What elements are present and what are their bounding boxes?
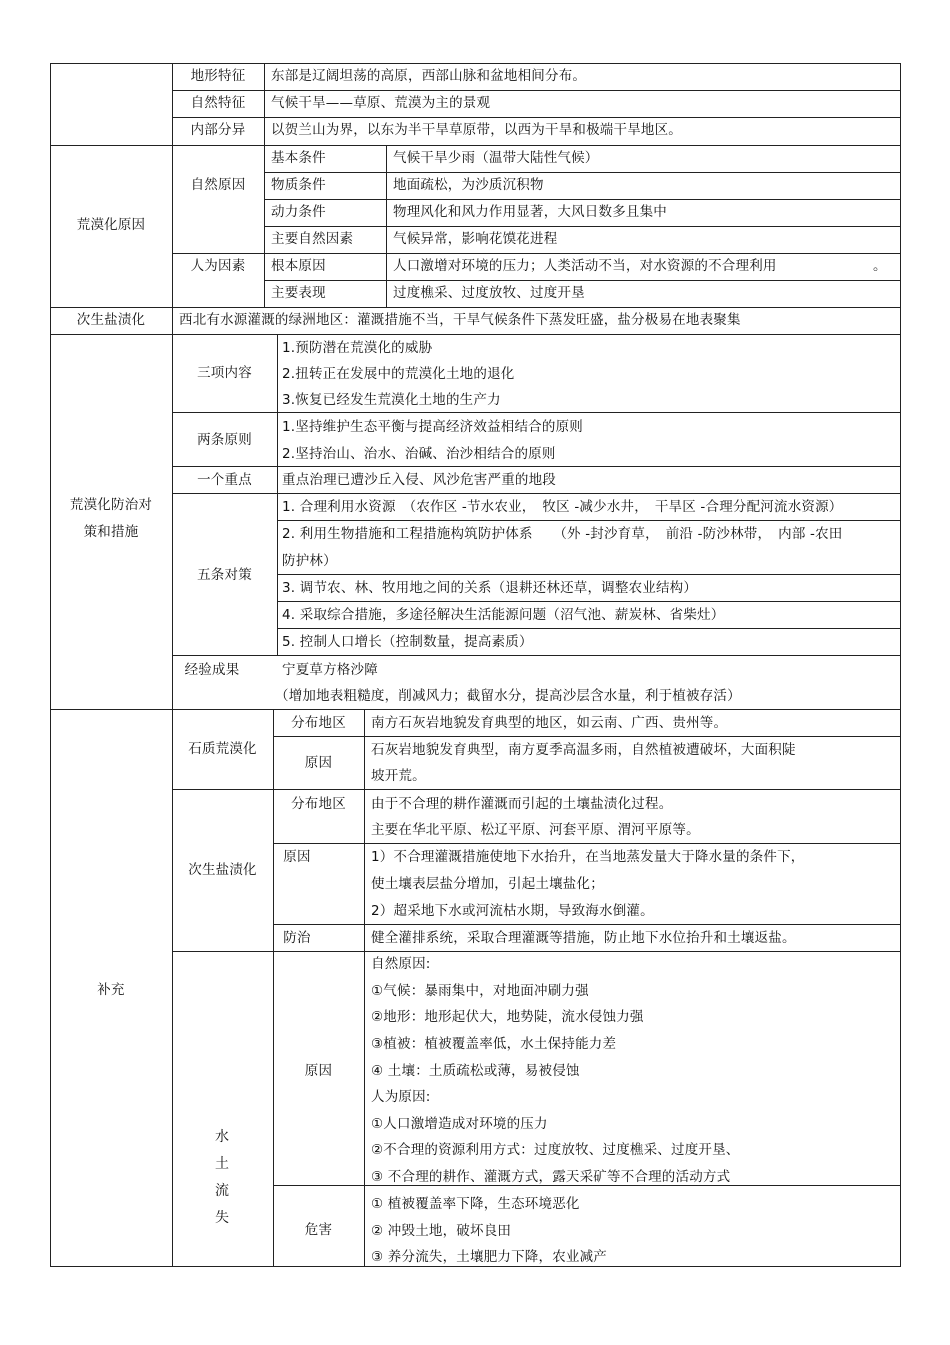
basic-condition-content: 气候干旱少雨（温带大陆性气候） bbox=[393, 150, 599, 166]
internal-content: 以贺兰山为界，以东为半干旱草原带，以西为干旱和极端干旱地区。 bbox=[271, 122, 682, 138]
table-rule bbox=[264, 199, 901, 200]
erosion-harm-item: ① 植被覆盖率下降，生态环境恶化 bbox=[371, 1196, 580, 1212]
five-measures-item: 1. 合理利用水资源 （农作区 -节水农业， 牧区 -减少水井， 干旱区 -合理分配河流水资源） bbox=[282, 499, 843, 515]
terrain-label: 地形特征 bbox=[190, 68, 246, 84]
table-rule bbox=[273, 843, 901, 844]
table-rule bbox=[264, 63, 265, 145]
table-rule bbox=[386, 145, 387, 307]
measures-title-line1: 荒漠化防治对 bbox=[69, 497, 153, 513]
table-rule bbox=[264, 226, 901, 227]
table-rule bbox=[277, 520, 901, 521]
erosion-cause-item: 自然原因: bbox=[371, 956, 431, 972]
root-cause-trail: 。 bbox=[873, 258, 887, 274]
secondary-prevent-content: 健全灌排系统，采取合理灌溉等措施，防止地下水位抬升和土壤返盐。 bbox=[371, 930, 796, 946]
secondary-prevent-label: 防治 bbox=[283, 930, 311, 946]
erosion-cause-item: ④ 土壤：土质疏松或薄，易被侵蚀 bbox=[371, 1063, 580, 1079]
erosion-cause-label: 原因 bbox=[304, 1063, 333, 1079]
main-manifestation-label: 主要表现 bbox=[271, 285, 326, 301]
main-natural-factor-content: 气候异常，影响花馍花进程 bbox=[393, 231, 558, 247]
table-rule bbox=[172, 493, 901, 494]
table-rule bbox=[172, 709, 173, 1266]
table-rule bbox=[172, 90, 901, 91]
table-rule bbox=[172, 412, 901, 413]
material-condition-label: 物质条件 bbox=[271, 177, 326, 193]
erosion-cause-item: ③植被：植被覆盖率低，水土保持能力差 bbox=[371, 1036, 617, 1052]
nature-label: 自然特征 bbox=[190, 95, 246, 111]
erosion-harm-item: ③ 养分流失，土壤肥力下降，农业减产 bbox=[371, 1249, 607, 1265]
table-border-right bbox=[900, 63, 901, 1267]
human-factors-label: 人为因素 bbox=[190, 258, 246, 274]
basic-condition-label: 基本条件 bbox=[271, 150, 326, 166]
erosion-harm-item: ② 冲毁土地，破坏良田 bbox=[371, 1223, 512, 1239]
causes-title: 荒漠化原因 bbox=[76, 217, 146, 233]
five-measures-item: 3. 调节农、林、牧用地之间的关系（退耕还林还草，调整农业结构） bbox=[282, 580, 698, 596]
material-condition-content: 地面疏松，为沙质沉积物 bbox=[393, 177, 544, 193]
secondary-salinization-label: 次生盐渍化 bbox=[188, 862, 257, 878]
table-rule bbox=[172, 655, 901, 656]
secondary-cause-line3: 2）超采地下水或河流枯水期，导致海水倒灌。 bbox=[371, 903, 654, 919]
one-focus-content: 重点治理已遭沙丘入侵、风沙危害严重的地段 bbox=[282, 472, 556, 488]
natural-causes-label: 自然原因 bbox=[190, 177, 246, 193]
measures-title-line2: 策和措施 bbox=[83, 524, 139, 540]
rocky-area-content: 南方石灰岩地貌发育典型的地区，如云南、广西、贵州等。 bbox=[371, 715, 728, 731]
rocky-cause-label: 原因 bbox=[304, 755, 333, 771]
table-rule bbox=[172, 253, 901, 254]
table-rule bbox=[50, 307, 901, 308]
table-border-left bbox=[50, 63, 51, 1267]
table-rule bbox=[277, 574, 901, 575]
three-contents-item: 3.恢复已经发生荒漠化土地的生产力 bbox=[282, 392, 501, 408]
table-rule bbox=[277, 601, 901, 602]
root-cause-content: 人口激增对环境的压力；人类活动不当，对水资源的不合理利用 bbox=[393, 258, 777, 274]
main-manifestation-content: 过度樵采、过度放牧、过度开垦 bbox=[393, 285, 585, 301]
erosion-cause-item: ②地形：地形起伏大，地势陡，流水侵蚀力强 bbox=[371, 1009, 644, 1025]
table-rule bbox=[172, 951, 901, 952]
erosion-label-char: 流 bbox=[215, 1183, 229, 1199]
table-rule bbox=[172, 466, 901, 467]
erosion-cause-item: ①气候：暴雨集中，对地面冲刷力强 bbox=[371, 983, 589, 999]
two-principles-item: 2.坚持治山、治水、治碱、治沙相结合的原则 bbox=[282, 446, 556, 462]
table-rule bbox=[364, 709, 365, 951]
table-rule bbox=[277, 334, 278, 655]
secondary-area-line1: 由于不合理的耕作灌溉而引起的土壤盐渍化过程。 bbox=[371, 796, 673, 812]
secondary-cause-label: 原因 bbox=[283, 849, 311, 865]
rocky-cause-line1: 石灰岩地貌发育典型，南方夏季高温多雨，自然植被遭破坏，大面积陡 bbox=[371, 742, 796, 758]
terrain-content: 东部是辽阔坦荡的高原，西部山脉和盆地相间分布。 bbox=[271, 68, 587, 84]
secondary-area-line2: 主要在华北平原、松辽平原、河套平原、渭河平原等。 bbox=[371, 822, 700, 838]
five-measures-item: 5. 控制人口增长（控制数量，提高素质） bbox=[282, 634, 533, 650]
erosion-label-char: 土 bbox=[215, 1156, 229, 1172]
supplement-title: 补充 bbox=[97, 982, 125, 998]
erosion-label-char: 失 bbox=[215, 1210, 229, 1226]
one-focus-label: 一个重点 bbox=[197, 472, 252, 488]
five-measures-item: 4. 采取综合措施，多途径解决生活能源问题（沼气池、薪炭林、省柴灶） bbox=[282, 607, 725, 623]
dynamic-condition-label: 动力条件 bbox=[271, 204, 326, 220]
table-rule bbox=[264, 280, 901, 281]
five-measures-item: 防护林） bbox=[282, 553, 337, 569]
erosion-harm-label: 危害 bbox=[304, 1222, 333, 1238]
erosion-label-char: 水 bbox=[215, 1129, 229, 1145]
internal-label: 内部分异 bbox=[190, 122, 246, 138]
table-rule bbox=[273, 709, 274, 1266]
erosion-cause-item: 人为原因: bbox=[371, 1089, 431, 1105]
table-rule bbox=[364, 951, 365, 1266]
erosion-cause-item: ③ 不合理的耕作、灌溉方式，露天采矿等不合理的活动方式 bbox=[371, 1169, 731, 1185]
experience-line1: 宁夏草方格沙障 bbox=[282, 662, 378, 678]
rocky-cause-line2: 坡开荒。 bbox=[371, 768, 426, 784]
table-rule bbox=[172, 334, 173, 709]
rocky-area-label: 分布地区 bbox=[291, 715, 346, 731]
erosion-cause-item: ①人口激增造成对环境的压力 bbox=[371, 1116, 548, 1132]
two-principles-item: 1.坚持维护生态平衡与提高经济效益相结合的原则 bbox=[282, 419, 583, 435]
two-principles-label: 两条原则 bbox=[197, 432, 252, 448]
table-border-bottom bbox=[50, 1266, 901, 1267]
nature-content: 气候干旱——草原、荒漠为主的景观 bbox=[271, 95, 491, 111]
table-rule bbox=[50, 145, 901, 146]
root-cause-label: 根本原因 bbox=[271, 258, 326, 274]
main-natural-factor-label: 主要自然因素 bbox=[271, 231, 354, 247]
dynamic-condition-content: 物理风化和风力作用显著，大风日数多且集中 bbox=[393, 204, 667, 220]
secondary-cause-line2: 使土壤表层盐分增加，引起土壤盐化； bbox=[371, 876, 604, 892]
erosion-cause-item: ②不合理的资源利用方式：过度放牧、过度樵采、过度开垦、 bbox=[371, 1142, 740, 1158]
salinization-content: 西北有水源灌溉的绿洲地区：灌溉措施不当，干旱气候条件下蒸发旺盛，盐分极易在地表聚集 bbox=[179, 312, 741, 328]
five-measures-label: 五条对策 bbox=[197, 567, 252, 583]
table-rule bbox=[172, 307, 173, 334]
three-contents-item: 2.扭转正在发展中的荒漠化土地的退化 bbox=[282, 366, 515, 382]
rocky-desert-label: 石质荒漠化 bbox=[188, 741, 257, 757]
secondary-area-label: 分布地区 bbox=[291, 796, 346, 812]
secondary-cause-line1: 1）不合理灌溉措施使地下水抬升，在当地蒸发量大于降水量的条件下， bbox=[371, 849, 805, 865]
experience-label: 经验成果 bbox=[184, 662, 240, 678]
table-border-top bbox=[50, 63, 901, 64]
table-rule bbox=[264, 145, 265, 307]
table-rule bbox=[50, 334, 901, 335]
experience-line2: （增加地表粗糙度，削减风力；截留水分，提高沙层含水量，利于植被存活） bbox=[275, 688, 741, 704]
table-rule bbox=[172, 789, 901, 790]
three-contents-item: 1.预防潜在荒漠化的威胁 bbox=[282, 340, 433, 356]
salinization-label: 次生盐渍化 bbox=[76, 312, 146, 328]
table-rule bbox=[277, 628, 901, 629]
five-measures-item: 2. 利用生物措施和工程措施构筑防护体系 （外 -封沙育草， 前沿 -防沙林带， 内部 -农田 bbox=[282, 526, 843, 542]
table-rule bbox=[172, 117, 901, 118]
table-rule bbox=[264, 172, 901, 173]
three-contents-label: 三项内容 bbox=[197, 365, 252, 381]
table-rule bbox=[273, 736, 901, 737]
table-rule bbox=[50, 709, 901, 710]
table-rule bbox=[273, 924, 901, 925]
